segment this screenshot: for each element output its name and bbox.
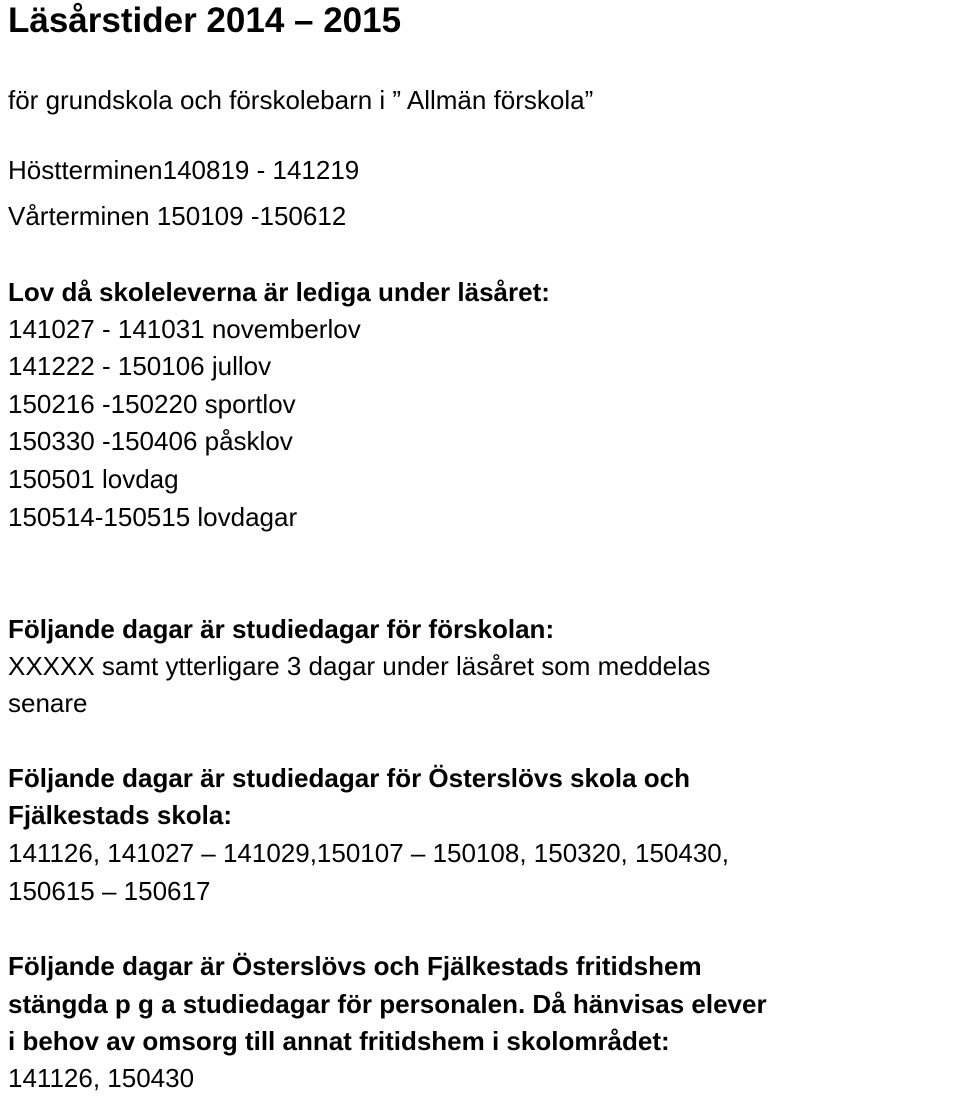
afterschool-dates: 141126, 150430: [8, 1063, 195, 1093]
document-subtitle: för grundskola och förskolebarn i ” Allmän förskola”: [8, 85, 594, 115]
afterschool-heading: stängda p g a studiedagar för personalen. Då hänvisas elever: [8, 989, 767, 1019]
holiday-item: 150501 lovdag: [8, 464, 179, 494]
schools-dates: 141126, 141027 – 141029,150107 – 150108, 150320, 150430,: [8, 838, 729, 868]
holidays-heading: Lov då skoleleverna är lediga under läsåret:: [8, 277, 550, 307]
preschool-heading: Följande dagar är studiedagar för förskolan:: [8, 614, 555, 644]
holiday-item: 150514-150515 lovdagar: [8, 502, 298, 532]
afterschool-heading: Följande dagar är Österslövs och Fjälkestads fritidshem: [8, 951, 702, 981]
holiday-item: 150216 -150220 sportlov: [8, 389, 296, 419]
holiday-item: 141222 - 150106 jullov: [8, 351, 272, 381]
preschool-text: XXXXX samt ytterligare 3 dagar under läsåret som meddelas: [8, 651, 711, 681]
afterschool-heading: i behov av omsorg till annat fritidshem i skolområdet:: [8, 1026, 670, 1056]
schools-heading: Fjälkestads skola:: [8, 800, 232, 830]
schools-dates: 150615 – 150617: [8, 876, 211, 906]
autumn-term: Höstterminen140819 - 141219: [8, 155, 360, 185]
holiday-item: 150330 -150406 påsklov: [8, 426, 293, 456]
preschool-text: senare: [8, 688, 88, 718]
document-title: Läsårstider 2014 – 2015: [8, 1, 402, 40]
spring-term: Vårterminen 150109 -150612: [8, 201, 347, 231]
holiday-item: 141027 - 141031 novemberlov: [8, 314, 361, 344]
schools-heading: Följande dagar är studiedagar för Österslövs skola och: [8, 763, 690, 793]
